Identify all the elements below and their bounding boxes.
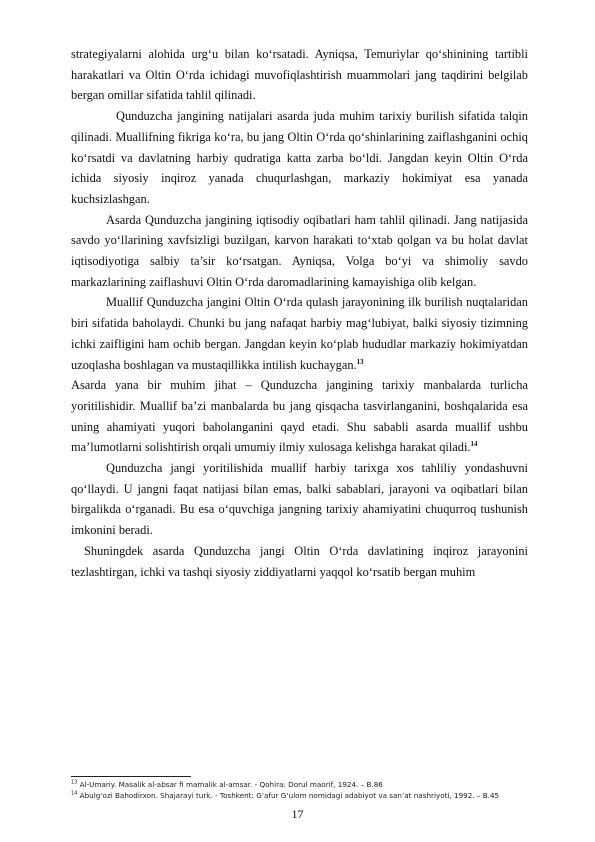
- footnote-number: 14: [71, 790, 78, 797]
- paragraph-5: [71, 375, 528, 458]
- footnote-ref-13[interactable]: 13: [356, 357, 364, 366]
- paragraph-4-text: Muallif Qunduzcha jangini Oltin O‘rda qulash jarayonining ilk burilish nuqtalaridan biri sifatida baholaydi. Chunki bu jang nafaqat harbiy mag‘lubiyat, balki siyosiy tizimning ichki zaifligini ham ochib bergan. Jangdan keyin ko‘plab hududlar markaziy hokimiyatdan uzoqlasha boshlagan va mustaqillikka intilish kuchaygan.: [71, 295, 528, 372]
- footnote-number: 13: [71, 779, 78, 786]
- paragraph-3: Asarda Qunduzcha jangining iqtisodiy oqibatlari ham tahlil qilinadi. Jang natijasida savdo yo‘llarining xavfsizligi buzilgan, karvon harakati to‘xtab qolgan va bu holat davlat iqtisodiyotiga salbiy ta’sir ko‘rsatgan. Ayniqsa, Volga bo‘yi va shimoliy savdo markazlarining zaiflashuvi Oltin O‘rda daromadlarining kamayishiga olib kelgan.: [71, 212, 528, 289]
- paragraph-7: Shuningdek asarda Qunduzcha jangi Oltin O‘rda davlatining inqiroz jarayonini tezlashtirgan, ichki va tashqi siyosiy ziddiyatlarni yaqqol ko‘rsatib bergan muhim: [71, 543, 528, 579]
- paragraph-4: [71, 292, 528, 375]
- footnotes: [71, 776, 541, 801]
- footnote-text: Abulg‘ozi Bahodirxon. Shajarayi turk. - Toshkent: G‘afur G‘ulom nomidagi adabiyot va san’at nashriyoti, 1992. – B.45: [79, 791, 500, 800]
- paragraph-6: Qunduzcha jangi yoritilishida muallif harbiy tarixga xos tahliliy yondashuvni qo‘llaydi. U jangni faqat natijasi bilan emas, balki sabablari, jarayoni va oqibatlari bilan birgalikda o‘rganadi. Bu esa o‘quvchiga jangning tarixiy ahamiyatini chuqurroq tushunish imkonini beradi.: [71, 461, 528, 538]
- paragraph-5-text: Asarda yana bir muhim jihat – Qunduzcha jangining tarixiy manbalarda turlicha yoritilishidir. Muallif ba’zi manbalarda bu jang qisqacha tasvirlanganini, boshqalarida esa uning ahamiyati yuqori baholanganini qayd etadi. Shu sababli asarda muallif ushbu ma’lumotlarni solishtirish orqali umumiy ilmiy xulosaga kelishga harakat qiladi.: [71, 378, 528, 455]
- footnote-ref-14[interactable]: 14: [470, 440, 478, 449]
- paragraph-2: Qunduzcha jangining natijalari asarda juda muhim tarixiy burilish sifatida talqin qilinadi. Muallifning fikriga ko‘ra, bu jang Oltin O‘rda qo‘shinlarining zaiflashganini ochiq ko‘rsatdi va davlatning harbiy qudratiga katta zarba bo‘ldi. Jangdan keyin Oltin O‘rda ichida siyosiy inqiroz yanada chuqurlashgan, markaziy hokimiyat esa yanada kuchsizlashgan.: [71, 109, 528, 206]
- body-text: [71, 44, 528, 582]
- page-number: 17: [291, 807, 304, 821]
- footnote-13: [71, 779, 541, 790]
- footnote-text: Al-Umariy. Masalik al-absar fi mamalik al-amsar. - Qohira: Dorul maorif, 1924. – B.86: [79, 780, 383, 789]
- footnote-14: [71, 790, 541, 801]
- paragraph-1: strategiyalarni alohida urg‘u bilan ko‘rsatadi. Ayniqsa, Temuriylar qo‘shinining tartibli harakatlari va Oltin O‘rda ichidagi muvofiqlashtirish muammolari jang taqdirini belgilab bergan omillar sifatida tahlil qilinadi.: [71, 47, 528, 103]
- footnote-divider: [71, 776, 191, 777]
